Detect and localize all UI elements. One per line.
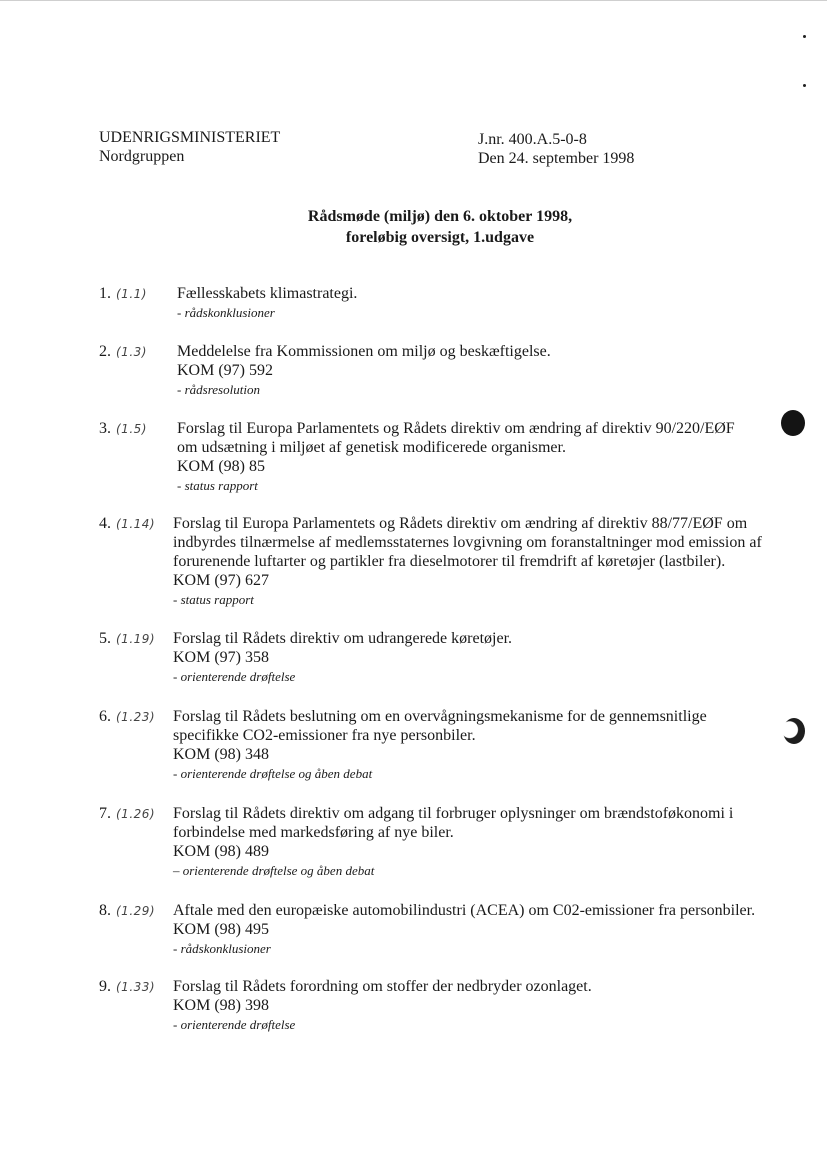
handwritten-annotation: (1.1) — [116, 287, 147, 301]
item-text-line: Meddelelse fra Kommissionen om miljø og beskæftigelse. — [177, 343, 551, 360]
item-status-note: - orienterende drøftelse — [173, 669, 296, 684]
department-name: Nordgruppen — [99, 148, 185, 165]
item-body — [173, 977, 789, 1034]
agenda-item — [99, 514, 789, 609]
item-body — [177, 419, 789, 495]
item-text-line: indbyrdes tilnærmelse af medlemsstaternes lovgivning om foranstaltninger mod emission af — [173, 534, 762, 551]
item-text-line: forbindelse med markedsføring af nye biler. — [173, 824, 454, 841]
item-text-line: Fællesskabets klimastrategi. — [177, 285, 358, 302]
item-status-note: - orienterende drøftelse og åben debat — [173, 766, 373, 781]
agenda-item — [99, 419, 789, 495]
item-reference: KOM (97) 627 — [173, 572, 269, 589]
handwritten-annotation: (1.19) — [116, 632, 156, 646]
item-status-note: – orienterende drøftelse og åben debat — [173, 863, 375, 878]
item-number: 3. (1.5) — [99, 420, 147, 437]
item-text-line: forurenende luftarter og partikler fra dieselmotorer til fremdrift af køretøjer (lastbiler). — [173, 553, 726, 570]
item-status-note: - rådskonklusioner — [177, 305, 275, 320]
item-body — [173, 629, 789, 686]
item-number: 2. (1.3) — [99, 343, 147, 360]
item-text-line: Forslag til Rådets direktiv om udrangerede køretøjer. — [173, 630, 513, 647]
handwritten-annotation: (1.5) — [116, 422, 147, 436]
item-status-note: - rådsresolution — [177, 382, 260, 397]
scan-speck — [803, 35, 806, 38]
item-text-line: om udsætning i miljøet af genetisk modificerede organismer. — [177, 439, 566, 456]
agenda-item — [99, 804, 789, 880]
item-status-note: - orienterende drøftelse — [173, 1017, 296, 1032]
item-reference: KOM (98) 348 — [173, 746, 269, 763]
item-text-line: Forslag til Rådets forordning om stoffer der nedbryder ozonlaget. — [173, 978, 592, 995]
item-reference: KOM (97) 592 — [177, 362, 273, 379]
ministry-name: UDENRIGSMINISTERIET — [99, 129, 281, 146]
handwritten-annotation: (1.23) — [116, 710, 156, 724]
item-reference: KOM (98) 495 — [173, 921, 269, 938]
agenda-item — [99, 901, 789, 958]
agenda-item — [99, 342, 789, 399]
item-number: 1. (1.1) — [99, 285, 147, 302]
handwritten-annotation: (1.3) — [116, 345, 147, 359]
scan-edge-line — [0, 0, 827, 1]
document-date: Den 24. september 1998 — [478, 150, 635, 167]
item-number: 4. (1.14) — [99, 515, 156, 532]
journal-number: J.nr. 400.A.5-0-8 — [478, 131, 587, 148]
item-reference: KOM (98) 85 — [177, 458, 265, 475]
title-line-2: foreløbig oversigt, 1.udgave — [345, 229, 535, 246]
agenda-item — [99, 977, 789, 1034]
item-reference: KOM (98) 398 — [173, 997, 269, 1014]
handwritten-annotation: (1.33) — [116, 980, 156, 994]
item-reference: KOM (98) 489 — [173, 843, 269, 860]
agenda-item — [99, 707, 789, 783]
item-text-line: Aftale med den europæiske automobilindustri (ACEA) om C02-emissioner fra personbiler. — [173, 902, 756, 919]
item-body — [173, 804, 789, 880]
item-body — [177, 342, 789, 399]
title-line-1: Rådsmøde (miljø) den 6. oktober 1998, — [307, 208, 573, 225]
item-number: 9. (1.33) — [99, 978, 156, 995]
item-status-note: - rådskonklusioner — [173, 941, 271, 956]
handwritten-annotation: (1.14) — [116, 517, 156, 531]
item-body — [173, 514, 789, 609]
agenda-item — [99, 629, 789, 686]
item-status-note: - status rapport — [173, 592, 254, 607]
item-reference: KOM (97) 358 — [173, 649, 269, 666]
item-body — [173, 707, 789, 783]
item-text-line: Forslag til Europa Parlamentets og Rådets direktiv om ændring af direktiv 88/77/EØF om — [173, 515, 748, 532]
handwritten-annotation: (1.29) — [116, 904, 156, 918]
item-text-line: specifikke CO2-emissioner fra nye personbiler. — [173, 727, 476, 744]
item-number: 7. (1.26) — [99, 805, 156, 822]
reference-block — [478, 130, 634, 168]
item-number: 5. (1.19) — [99, 630, 156, 647]
item-body — [173, 901, 789, 958]
handwritten-annotation: (1.26) — [116, 807, 156, 821]
agenda-item — [99, 284, 789, 322]
document-title — [0, 206, 827, 248]
scan-speck — [803, 84, 806, 87]
item-number: 6. (1.23) — [99, 708, 156, 725]
item-text-line: Forslag til Europa Parlamentets og Rådets direktiv om ændring af direktiv 90/220/EØF — [177, 420, 735, 437]
item-text-line: Forslag til Rådets direktiv om adgang til forbruger oplysninger om brændstoføkonomi i — [173, 805, 734, 822]
item-status-note: - status rapport — [177, 478, 258, 493]
item-body — [177, 284, 789, 322]
item-number: 8. (1.29) — [99, 902, 156, 919]
sender-block — [99, 128, 280, 166]
item-text-line: Forslag til Rådets beslutning om en overvågningsmekanisme for de gennemsnitlige — [173, 708, 707, 725]
